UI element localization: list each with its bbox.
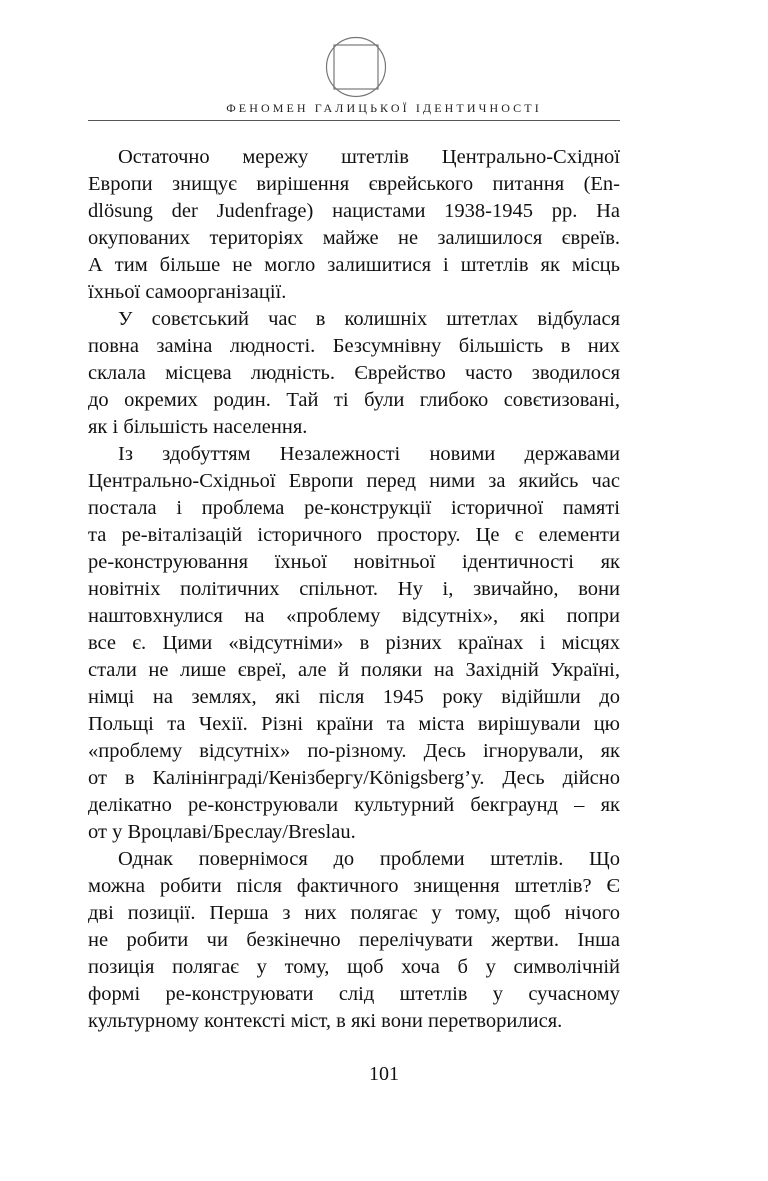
text-line: А тим більше не могло залишитися і штетлів як місць [88, 254, 620, 276]
text-line: Однак повернімося до проблеми штетлів. Що [118, 848, 620, 870]
page-number: 101 [369, 1063, 399, 1085]
text-line: дві позиції. Перша з них полягає у тому, щоб нічого [88, 902, 620, 924]
text-line: стали не лише євреї, але й поляки на Західній Україні, [88, 659, 620, 681]
paragraph [88, 306, 620, 441]
text-line: повна заміна людності. Безсумнівну більшість в них [88, 335, 620, 357]
text-line: Із здобуттям Незалежності новими державами [118, 443, 620, 465]
text-line: німці на землях, які після 1945 року відійшли до [88, 686, 620, 708]
running-title: ФЕНОМЕН ГАЛИЦЬКОЇ ІДЕНТИЧНОСТІ [226, 101, 542, 115]
text-line: та ре-віталізацій історичного простору. Це є елементи [88, 524, 620, 546]
text-line: новітніх політичних спільнот. Ну і, звичайно, вони [88, 578, 620, 600]
text-line: Остаточно мережу штетлів Центрально-Східної [118, 146, 620, 168]
text-line: ре-конструювання їхньої новітньої ідентичності як [88, 551, 620, 573]
paragraph [88, 441, 620, 846]
text-line: от у Вроцлаві/Бреслау/Breslau. [88, 821, 356, 843]
text-line: постала і проблема ре-конструкції історичної памяті [88, 497, 620, 519]
text-line: культурному контексті міст, в які вони перетворилися. [88, 1010, 563, 1032]
text-line: dlösung der Judenfrage) нацистами 1938-1945 pp. На [88, 200, 620, 222]
text-line: позиція полягає у тому, щоб хоча б у символічній [88, 956, 620, 978]
text-line: формі ре-конструювати слід штетлів у сучасному [88, 983, 620, 1005]
text-line: не робити чи безкінечно перелічувати жертви. Інша [88, 929, 620, 951]
text-line: делікатно ре-конструювали культурний бекграунд – як [88, 794, 620, 816]
text-line: У совєтський час в колишніх штетлах відбулася [118, 308, 620, 330]
text-line: можна робити після фактичного знищення штетлів? Є [88, 875, 620, 897]
paragraph [88, 846, 620, 1035]
text-line: «проблему відсутніх» по-різному. Десь ігнорували, як [88, 740, 620, 762]
text-line: все є. Цими «відсутніми» в різних країнах і місцях [88, 632, 620, 654]
text-line: от в Калінінграді/Кенізбергу/Königsberg’у. Десь дійсно [88, 767, 620, 789]
text-line: окупованих територіях майже не залишилося євреїв. [88, 227, 620, 249]
text-line: Польщі та Чехії. Різні країни та міста вирішували цю [88, 713, 620, 735]
paragraph [88, 144, 620, 306]
text-line: до окремих родин. Тай ті були глибоко совєтизовані, [88, 389, 620, 411]
text-line: Европи знищує вирішення єврейського питання (En- [88, 173, 620, 195]
text-line: наштовхнулися на «проблему відсутніх», які попри [88, 605, 620, 627]
header-rule [88, 120, 620, 121]
text-line: як і більшість населення. [88, 416, 308, 438]
text-line: склала місцева людність. Єврейство часто зводилося [88, 362, 620, 384]
text-line: їхньої самоорганізації. [88, 281, 287, 303]
circle-square-emblem-icon [325, 36, 387, 98]
text-line: Центрально-Східньої Европи перед ними за якийсь час [88, 470, 620, 492]
body-text [88, 144, 620, 1035]
